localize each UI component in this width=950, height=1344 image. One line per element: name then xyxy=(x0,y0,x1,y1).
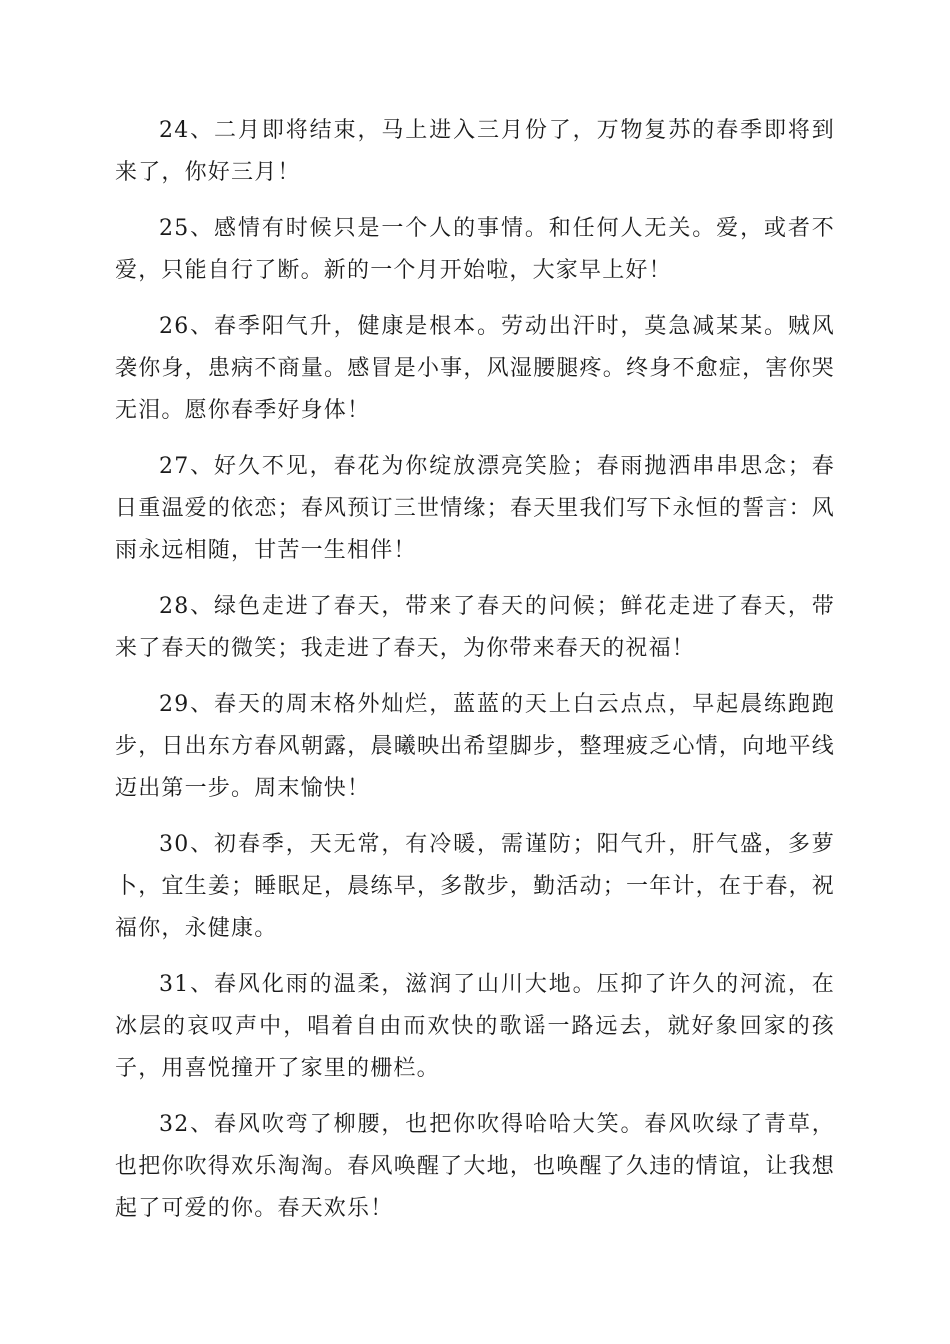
document-page xyxy=(115,110,835,1244)
paragraph-29: 29、春天的周末格外灿烂，蓝蓝的天上白云点点，早起晨练跑跑步，日出东方春风朝露，晨曦映出希望脚步，整理疲乏心情，向地平线迈出第一步。周末愉快！ xyxy=(115,692,835,801)
paragraph-31: 31、春风化雨的温柔，滋润了山川大地。压抑了许久的河流，在冰层的哀叹声中，唱着自由而欢快的歌谣一路远去，就好象回家的孩子，用喜悦撞开了家里的栅栏。 xyxy=(115,972,835,1081)
paragraph-30: 30、初春季，天无常，有冷暖，需谨防；阳气升，肝气盛，多萝卜，宜生姜；睡眠足，晨练早，多散步，勤活动；一年计，在于春，祝福你，永健康。 xyxy=(115,832,835,941)
paragraph-27: 27、好久不见，春花为你绽放漂亮笑脸；春雨抛洒串串思念；春日重温爱的依恋；春风预订三世情缘；春天里我们写下永恒的誓言：风雨永远相随，甘苦一生相伴！ xyxy=(115,454,835,563)
paragraph-24: 24、二月即将结束，马上进入三月份了，万物复苏的春季即将到来了，你好三月！ xyxy=(115,118,835,185)
paragraph-26: 26、春季阳气升，健康是根本。劳动出汗时，莫急减某某。贼风袭你身，患病不商量。感冒是小事，风湿腰腿疼。终身不愈症，害你哭无泪。愿你春季好身体！ xyxy=(115,314,835,423)
paragraph-32: 32、春风吹弯了柳腰，也把你吹得哈哈大笑。春风吹绿了青草，也把你吹得欢乐淘淘。春风唤醒了大地，也唤醒了久违的情谊，让我想起了可爱的你。春天欢乐！ xyxy=(115,1112,835,1221)
paragraph-25: 25、感情有时候只是一个人的事情。和任何人无关。爱，或者不爱，只能自行了断。新的一个月开始啦，大家早上好！ xyxy=(115,216,835,283)
paragraph-28: 28、绿色走进了春天，带来了春天的问候；鲜花走进了春天，带来了春天的微笑；我走进了春天，为你带来春天的祝福！ xyxy=(115,594,835,661)
